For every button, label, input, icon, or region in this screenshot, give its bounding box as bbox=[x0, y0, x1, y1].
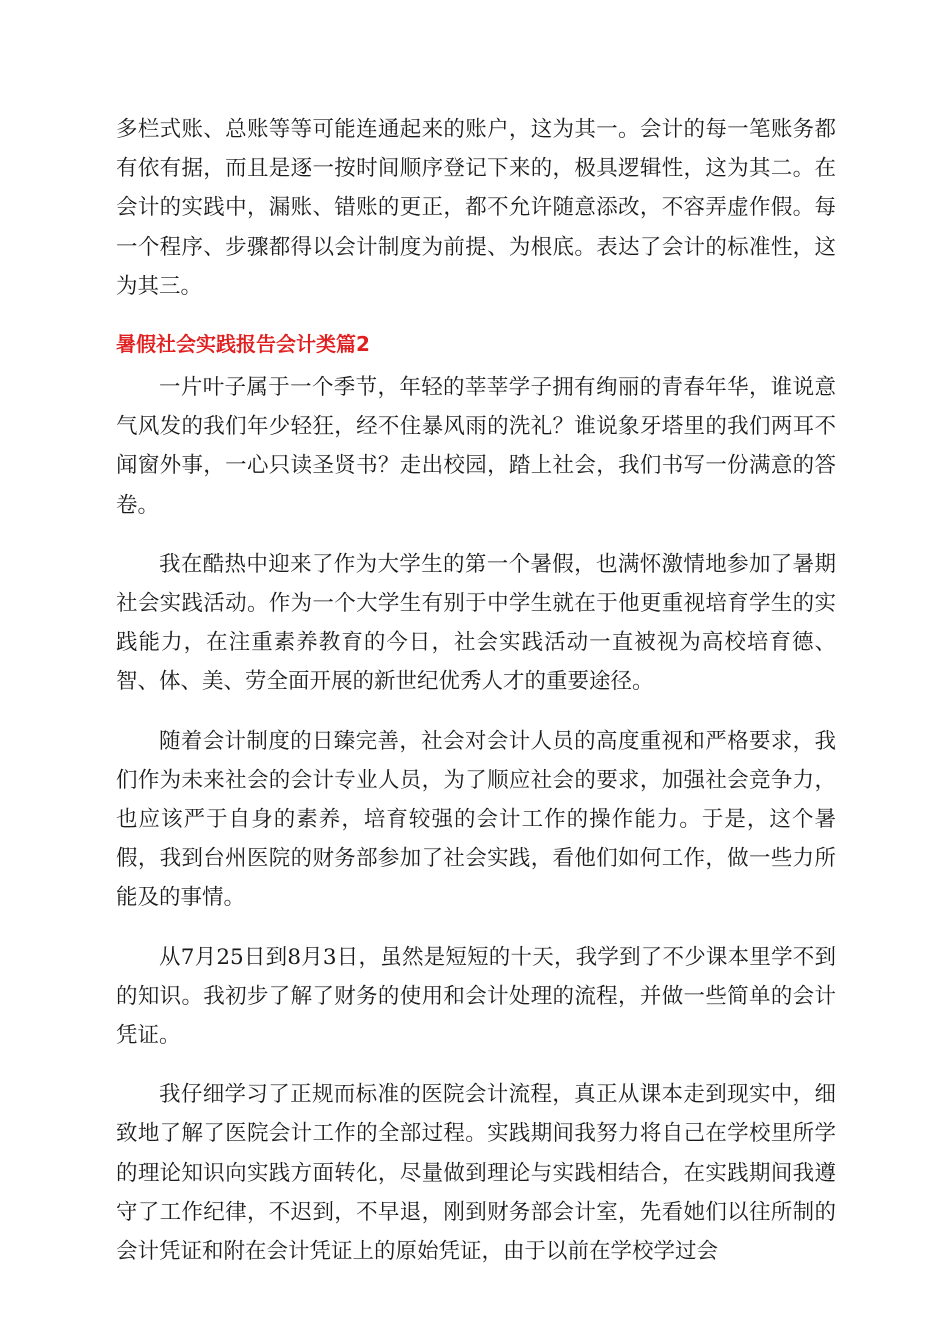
paragraph-4: 从7月25日到8月3日，虽然是短短的十天，我学到了不少课本里学不到的知识。我初步了解了财务的使用和会计处理的流程，并做一些简单的会计凭证。 bbox=[116, 944, 836, 1049]
section-heading: 暑假社会实践报告会计类篇2 bbox=[116, 332, 370, 357]
continued-paragraph: 多栏式账、总账等等可能连通起来的账户，这为其一。会计的每一笔账务都有依有据，而且是逐一按时间顺序登记下来的，极具逻辑性，这为其二。在会计的实践中，漏账、错账的更正，都不允许随意添改，不容弄虚作假。每一个程序、步骤都得以会计制度为前提、为根底。表达了会计的标准性，这为其三。 bbox=[116, 117, 836, 299]
paragraph-1: 一片叶子属于一个季节，年轻的莘莘学子拥有绚丽的青春年华，谁说意气风发的我们年少轻狂，经不住暴风雨的洗礼？谁说象牙塔里的我们两耳不闻窗外事，一心只读圣贤书？走出校园，踏上社会，我们书写一份满意的答卷。 bbox=[116, 375, 836, 518]
paragraph-5: 我仔细学习了正规而标准的医院会计流程，真正从课本走到现实中，细致地了解了医院会计工作的全部过程。实践期间我努力将自己在学校里所学的理论知识向实践方面转化，尽量做到理论与实践相结合，在实践期间我遵守了工作纪律，不迟到，不早退，刚到财务部会计室，先看她们以往所制的会计凭证和附在会计凭证上的原始凭证，由于以前在学校学过会 bbox=[116, 1082, 836, 1265]
paragraph-2: 我在酷热中迎来了作为大学生的第一个暑假，也满怀激情地参加了暑期社会实践活动。作为一个大学生有别于中学生就在于他更重视培育学生的实践能力，在注重素养教育的今日，社会实践活动一直被视为高校培育德、智、体、美、劳全面开展的新世纪优秀人才的重要途径。 bbox=[116, 551, 836, 695]
document-body bbox=[116, 110, 836, 1291]
paragraph-3: 随着会计制度的日臻完善，社会对会计人员的高度重视和严格要求，我们作为未来社会的会计专业人员，为了顺应社会的要求，加强社会竞争力，也应该严于自身的素养，培育较强的会计工作的操作能力。于是，这个暑假，我到台州医院的财务部参加了社会实践，看他们如何工作，做一些力所能及的事情。 bbox=[116, 728, 836, 911]
